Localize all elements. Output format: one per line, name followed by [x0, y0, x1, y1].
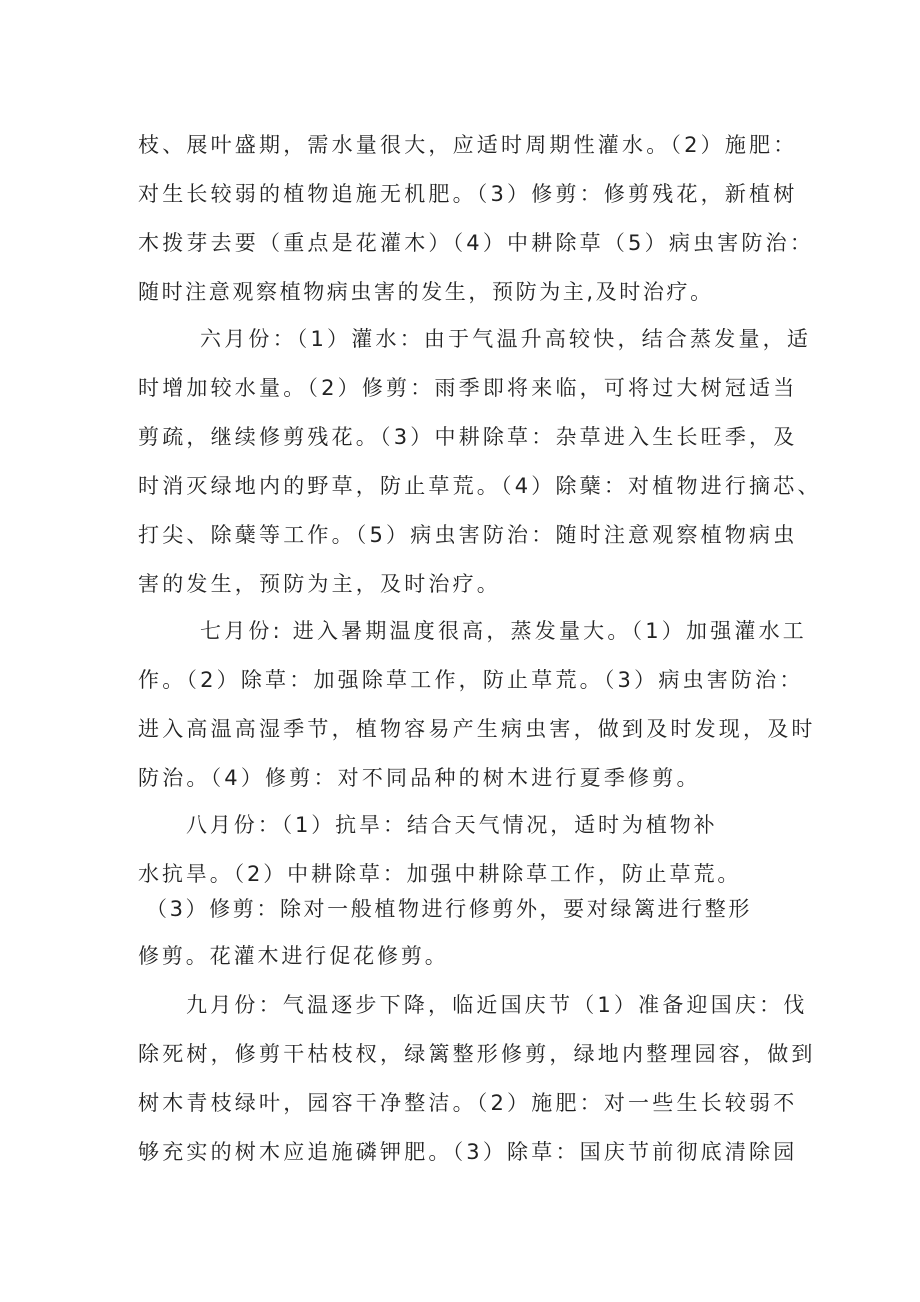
text-line-8: 时消灭绿地内的野草，防止草荒。（4）除蘖：对植物进行摘芯、: [138, 474, 822, 498]
text-line-10: 害的发生，预防为主，及时治疗。: [138, 572, 501, 596]
text-line-2: 对生长较弱的植物追施无机肥。（3）修剪：修剪残花，新植树: [138, 182, 798, 206]
text-line-6: 时增加较水量。（2）修剪：雨季即将来临，可将过大树冠适当: [138, 376, 798, 400]
text-line-15: 八月份：（1）抗旱：结合天气情况，适时为植物补: [186, 813, 718, 837]
text-line-4: 随时注意观察植物病虫害的发生，预防为主,及时治疗。: [138, 280, 714, 304]
text-line-16: 水抗旱。（2）中耕除草：加强中耕除草工作，防止草荒。: [138, 862, 742, 886]
text-line-11: 七月份: 进入暑期温度很高，蒸发量大。（1）加强灌水工: [200, 619, 808, 643]
text-line-9: 打尖、除蘖等工作。（5）病虫害防治：随时注意观察植物病虫: [138, 523, 798, 547]
text-line-20: 除死树，修剪干枯枝杈，绿篱整形修剪，绿地内整理园容，做到: [138, 1042, 816, 1066]
text-line-1: 枝、展叶盛期，需水量很大，应适时周期性灌水。（2）施肥：: [138, 133, 798, 157]
text-line-5: 六月份：（1）灌水：由于气温升高较快，结合蒸发量，适: [200, 327, 812, 351]
text-line-3: 木拨芽去要（重点是花灌木）（4）中耕除草（5）病虫害防治：: [138, 231, 815, 255]
text-line-18: 修剪。花灌木进行促花修剪。: [138, 944, 449, 968]
text-line-21: 树木青枝绿叶，园容干净整洁。（2）施肥：对一些生长较弱不: [138, 1091, 798, 1115]
text-line-17: （3）修剪：除对一般植物进行修剪外，要对绿篱进行整形: [146, 897, 752, 921]
text-line-13: 进入高温高湿季节，植物容易产生病虫害，做到及时发现，及时: [138, 717, 816, 741]
text-line-12: 作。（2）除草：加强除草工作，防止草荒。（3）病虫害防治：: [138, 668, 804, 692]
text-line-14: 防治。（4）修剪：对不同品种的树木进行夏季修剪。: [138, 766, 701, 790]
text-line-7: 剪疏，继续修剪残花。（3）中耕除草：杂草进入生长旺季，及: [138, 425, 798, 449]
text-line-19: 九月份：气温逐步下降，临近国庆节（1）准备迎国庆：伐: [186, 993, 808, 1017]
text-line-22: 够充实的树木应追施磷钾肥。（3）除草：国庆节前彻底清除园: [138, 1140, 798, 1164]
